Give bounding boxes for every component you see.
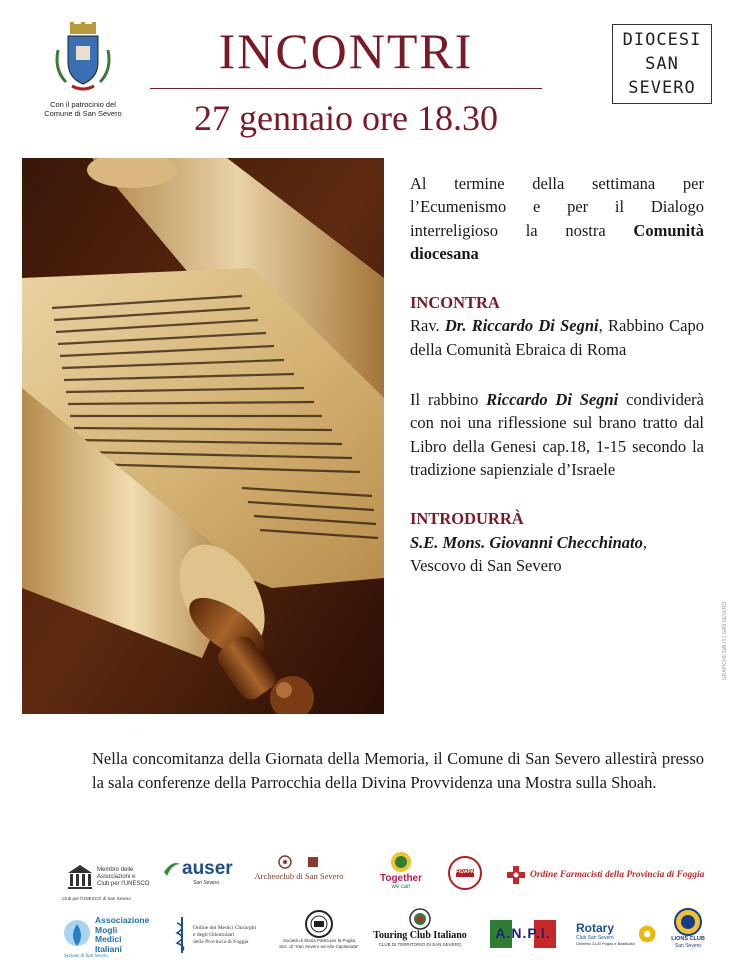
- archeoclub-logo: [246, 855, 352, 891]
- introducer-comma: ,: [642, 532, 648, 552]
- intro-paragraph: [410, 172, 704, 265]
- anpi-logo: [490, 920, 556, 948]
- title-divider: [150, 88, 542, 89]
- diocese-logo: [612, 24, 712, 104]
- rotary-wheel-icon: [638, 923, 656, 945]
- together-globe-icon: [389, 850, 413, 874]
- unesco-caption: Club per l'UNESCO di San Severo: [62, 896, 131, 901]
- torah-scroll-image: [22, 158, 384, 714]
- page-title: INCONTRI: [218, 23, 474, 79]
- unesco-line-2: Associazioni e: [97, 873, 136, 880]
- guest-name: Dr. Riccardo Di Segni: [444, 316, 599, 336]
- together-text: Together: [379, 873, 423, 884]
- patronage-line-2: Comune di San Severo: [44, 109, 122, 118]
- touring-name: Touring Club Italiano: [373, 930, 467, 941]
- rotary-logo: [576, 914, 656, 954]
- medici-line-1: Ordine dei Medici Chirurghi: [193, 924, 256, 931]
- fidapa-name: FIDAPA: [455, 869, 475, 875]
- reflection-text: condividerà con noi una riflessione sul brano tratto dal Libro della Genesi cap.18, 1-15 secondo la tradizione sapienziale d’Israele: [410, 390, 705, 479]
- medici-line-2: e degli Odontoiatri: [193, 931, 235, 938]
- guest-paragraph: [410, 314, 704, 361]
- patronage-line-1: Con il patrocinio del: [50, 100, 116, 109]
- unesco-line-1: Membro delle: [97, 866, 134, 873]
- mogli-line-3: Medici: [95, 934, 122, 944]
- exhibition-paragraph: Nella concomitanza della Giornata della Memoria, il Comune di San Severo allestirà presso la sala conferenze della Parrocchia della Divina Provvidenza una Mostra sulla Shoah.: [92, 749, 704, 792]
- touring-club-logo: [372, 908, 468, 960]
- rotary-subtitle-1: Club San Severo: [576, 935, 614, 941]
- diocese-line-2: SAN: [645, 54, 679, 74]
- lions-subtitle: San Severo: [674, 943, 702, 949]
- patronage-note: [36, 100, 130, 118]
- storia-line-1: Società di Storia Patria per la Puglia: [282, 938, 356, 943]
- reflection-name: Riccardo Di Segni: [486, 390, 619, 410]
- unesco-temple-icon: [66, 863, 94, 891]
- mogli-line-2: Mogli: [95, 924, 118, 935]
- introducer-role: Vescovo di San Severo: [410, 555, 562, 575]
- touring-subtitle: CLUB DI TERRITORIO DI SAN SEVERO: [378, 942, 462, 947]
- city-coat-of-arms-icon: [52, 20, 114, 94]
- diocese-line-3: SEVERO: [628, 78, 696, 98]
- rotary-subtitle-2: Distretto 2120 Puglia e Basilicata: [576, 941, 635, 946]
- auser-logo: [163, 858, 233, 892]
- heading-introdurra: INTRODURRÀ: [410, 509, 524, 529]
- caduceus-icon: [174, 915, 190, 955]
- ordine-medici-logo: [174, 912, 274, 958]
- archeoclub-emblem-icon: [278, 855, 292, 869]
- mogli-line-1: Associazione: [95, 915, 150, 925]
- storia-line-2: Sez. di "San Severo ed Alto Capitanata": [279, 943, 359, 949]
- farmacisti-logo: [506, 864, 712, 886]
- guest-role: , Rabbino Capo della Comunità Ebraica di Roma: [410, 316, 704, 359]
- lions-emblem-icon: [674, 908, 702, 936]
- reflection-paragraph: [410, 388, 704, 481]
- heading-incontra: INCONTRA: [410, 293, 500, 313]
- anpi-name: A.N.P.I.: [495, 925, 551, 941]
- introducer-name: S.E. Mons. Giovanni Checchinato: [410, 532, 643, 552]
- intro-community: Comunità diocesana: [410, 220, 704, 263]
- auser-name: auser: [182, 858, 233, 879]
- fidapa-logo: [446, 854, 484, 892]
- we-can-text: we can: [391, 884, 411, 890]
- medici-line-3: della Provincia di Foggia: [193, 938, 249, 945]
- event-details: [410, 172, 704, 577]
- rotary-name: Rotary: [576, 921, 615, 935]
- touring-club-emblem-icon: [409, 908, 431, 930]
- storia-patria-logo: [280, 910, 358, 960]
- print-credit: GRAFICHE DALIS | SAN SEVERO: [722, 601, 728, 680]
- event-date: 27 gennaio ore 18.30: [194, 98, 498, 138]
- auser-swoosh-icon: [163, 860, 181, 878]
- lions-name: LIONS CLUB: [671, 936, 705, 942]
- together-we-can-logo: [374, 850, 428, 900]
- reflection-intro: Il rabbino: [410, 390, 487, 410]
- archeoclub-crest-icon: [306, 855, 320, 869]
- mogli-subtitle: Sezione di San Severo: [64, 954, 108, 959]
- farmacisti-name: Ordine Farmacisti della Provincia di Foggia: [530, 870, 705, 880]
- introducer-paragraph: [410, 531, 704, 578]
- unesco-line-3: Club per l'UNESCO: [97, 880, 150, 887]
- intro-text: Al termine della settimana per l’Ecumenismo e per il Dialogo interreligioso la nostra: [410, 174, 704, 240]
- mogli-line-4: Italiani: [95, 943, 122, 954]
- guest-prefix: Rav.: [410, 316, 445, 336]
- storia-patria-seal-icon: [305, 910, 333, 938]
- pharmacy-cross-icon: [506, 865, 526, 885]
- lions-club-logo: [664, 908, 712, 958]
- mogli-medici-emblem-icon: [62, 918, 92, 952]
- diocese-line-1: DIOCESI: [622, 30, 702, 50]
- auser-subtitle: San Severo: [193, 880, 220, 886]
- exhibition-note: [92, 747, 704, 795]
- archeoclub-name: Archeoclub di San Severo: [254, 871, 344, 881]
